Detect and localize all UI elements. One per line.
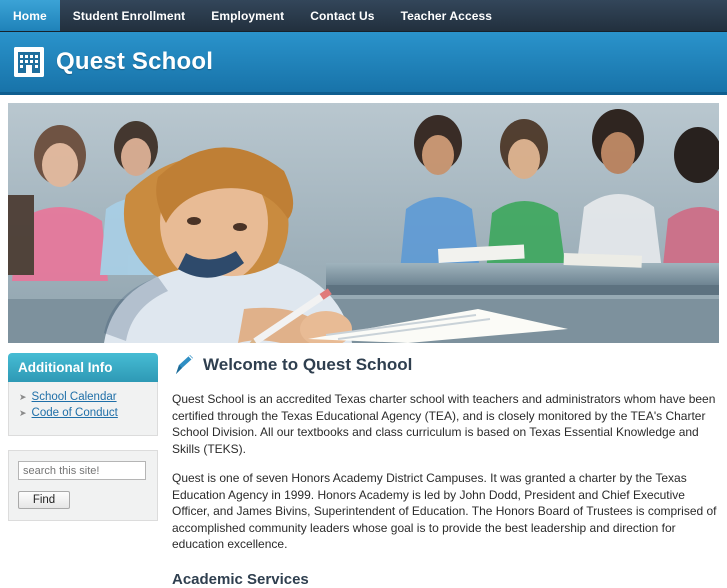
find-button[interactable]: Find — [18, 491, 70, 509]
site-search — [8, 450, 158, 521]
intro-paragraph-1: Quest School is an accredited Texas charter school with teachers and administrators whom have been certified through the Texas Educational Agency (TEA), and is closely monitored by the TEA's Charter School Division. All our textbooks and class curriculum is based on Texas Essential Knowledge and Skills (TEKS). — [172, 392, 716, 456]
page-content — [8, 353, 719, 588]
main-navigation — [0, 0, 727, 32]
sidebar-panel-title: Additional Info — [8, 353, 158, 382]
bullet-icon: ➤ — [19, 408, 27, 418]
nav-item-employment[interactable] — [198, 0, 297, 31]
hero-banner-image — [8, 103, 719, 343]
site-header — [0, 32, 727, 95]
nav-item-label: Home — [13, 8, 47, 23]
sidebar — [8, 353, 158, 521]
bullet-icon: ➤ — [19, 392, 27, 402]
nav-item-label: Teacher Access — [400, 8, 493, 23]
main-column — [172, 353, 719, 588]
nav-item-student-enrollment[interactable] — [60, 0, 198, 31]
search-input[interactable] — [18, 461, 146, 480]
sidebar-link-code-of-conduct[interactable]: Code of Conduct — [31, 407, 118, 419]
site-title: Quest School — [56, 48, 214, 75]
academic-services-heading: Academic Services — [172, 570, 309, 588]
nav-item-label: Student Enrollment — [72, 8, 186, 23]
sidebar-link-school-calendar[interactable]: School Calendar — [31, 391, 117, 403]
nav-item-home[interactable] — [0, 0, 60, 31]
page-title: Welcome to Quest School — [203, 355, 413, 374]
pencil-icon — [172, 353, 194, 377]
list-item[interactable] — [19, 391, 147, 403]
page-title-row — [172, 353, 719, 377]
intro-paragraph-2: Quest is one of seven Honors Academy District Campuses. It was granted a charter by the Texas Education Agency in 1999. Honors Academy is led by John Dodd, President and Chief Executive Officer, and James Bivins, Superintendent of Education. The Honors Board of Trustees is comprised of accomplished community leaders whose goal is to provide the best leadership and direction for education excellence. — [172, 471, 717, 551]
building-icon — [14, 47, 44, 77]
nav-item-label: Contact Us — [310, 8, 375, 23]
nav-item-contact-us[interactable] — [297, 0, 387, 31]
nav-item-teacher-access[interactable] — [388, 0, 505, 31]
sidebar-links — [8, 382, 158, 436]
nav-item-label: Employment — [211, 8, 285, 23]
list-item[interactable] — [19, 407, 147, 419]
